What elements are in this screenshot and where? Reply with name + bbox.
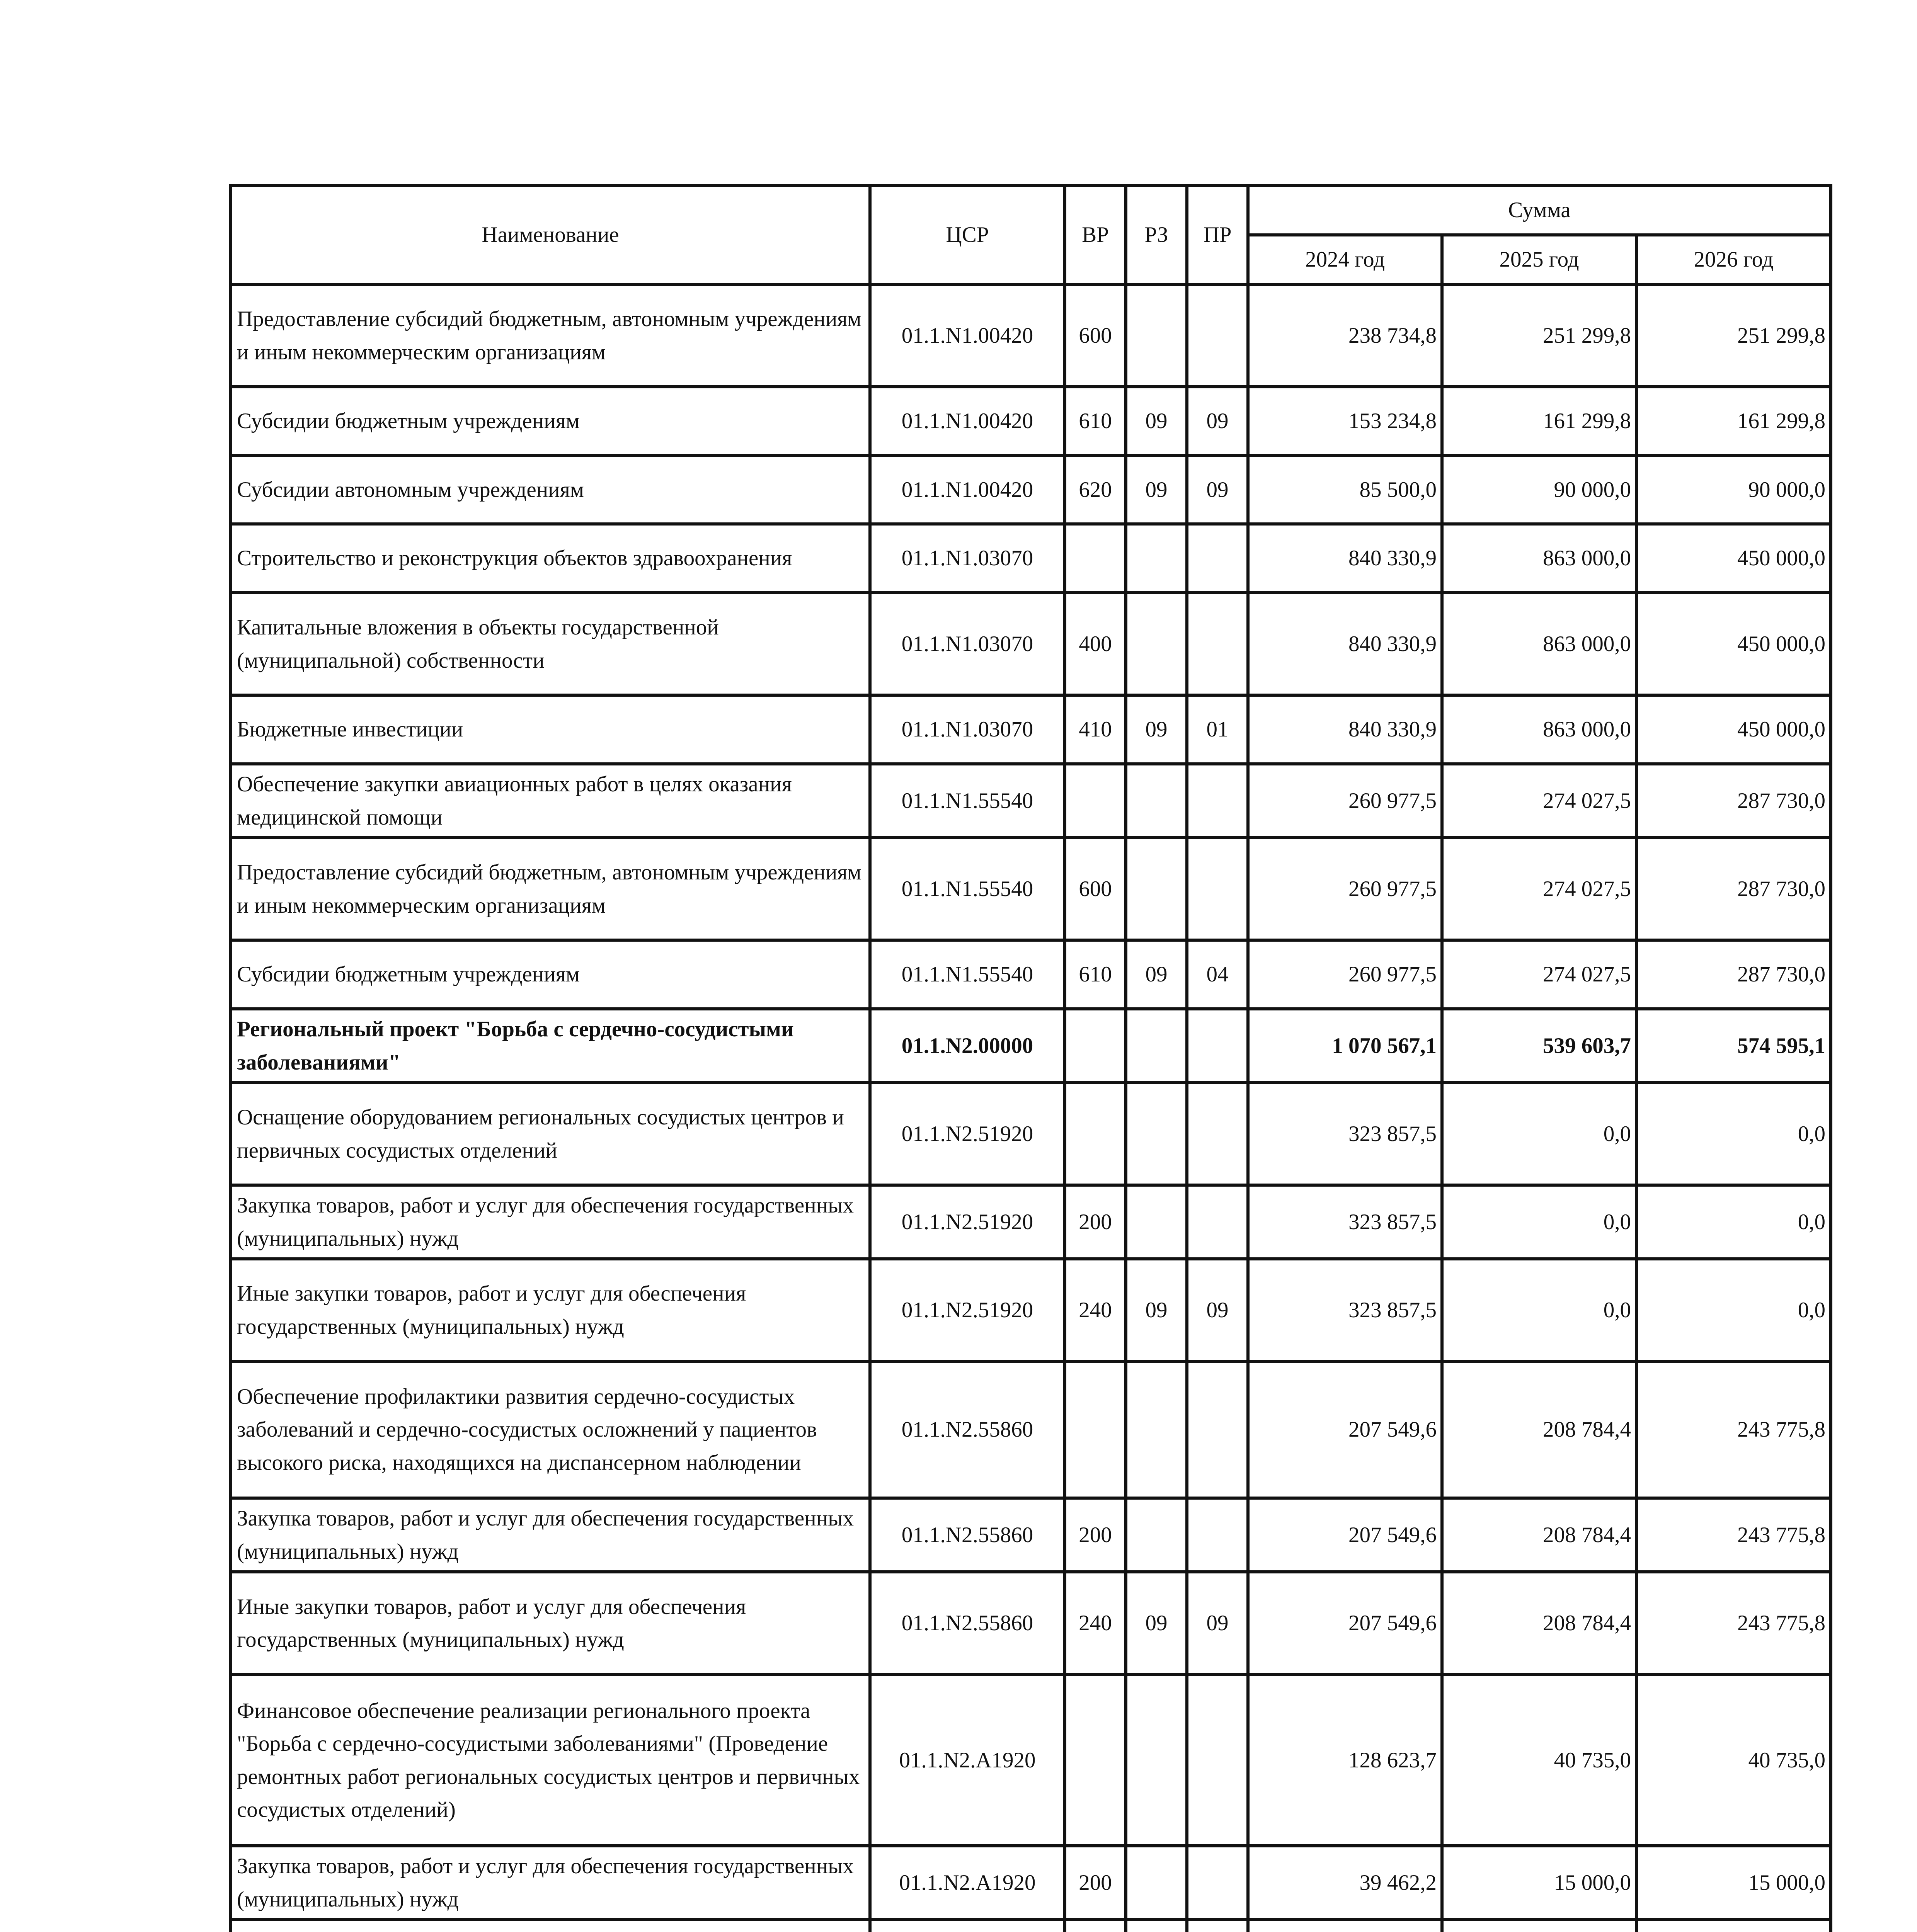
row-amount-2026: 243 775,8 [1636,1572,1831,1675]
row-name: Капитальные вложения в объекты государственной (муниципальной) собственности [231,593,870,695]
row-rz [1126,1185,1187,1259]
row-rz [1126,1846,1187,1920]
row-pr [1187,1009,1248,1083]
row-vr: 610 [1065,387,1126,456]
row-amount-2025: 40 735,0 [1442,1675,1636,1846]
row-name: Субсидии бюджетным учреждениям [231,387,870,456]
row-pr [1187,1675,1248,1846]
row-vr [1065,524,1126,593]
row-amount-2026: 450 000,0 [1636,524,1831,593]
row-csr: 01.1.N1.03070 [870,593,1065,695]
table-row [231,940,1831,1009]
row-amount-2024: 207 549,6 [1248,1572,1442,1675]
header-sum: Сумма [1248,185,1831,235]
row-amount-2026: 0,0 [1636,1185,1831,1259]
row-name: Предоставление субсидий бюджетным, автономным учреждениям и иным некоммерческим организациям [231,284,870,387]
row-csr: 01.1.N2.А1920 [870,1675,1065,1846]
header-year-2025: 2025 год [1442,235,1636,284]
row-amount-2025: 0,0 [1442,1083,1636,1185]
row-amount-2025: 863 000,0 [1442,695,1636,764]
row-amount-2025: 274 027,5 [1442,838,1636,940]
row-pr [1187,764,1248,838]
row-rz [1126,284,1187,387]
row-csr: 01.1.N1.03070 [870,695,1065,764]
row-amount-2026 [1636,1920,1831,1932]
row-vr: 200 [1065,1498,1126,1572]
row-name: Обеспечение профилактики развития сердечно-сосудистых заболеваний и сердечно-сосудистых осложнений у пациентов высокого риска, находящихся на диспансерном наблюдении [231,1361,870,1498]
row-amount-2024: 207 549,6 [1248,1498,1442,1572]
row-rz: 09 [1126,940,1187,1009]
row-pr: 09 [1187,1259,1248,1361]
row-amount-2026: 287 730,0 [1636,838,1831,940]
row-amount-2026: 0,0 [1636,1259,1831,1361]
row-amount-2024 [1248,1920,1442,1932]
row-amount-2024: 840 330,9 [1248,593,1442,695]
row-name: Региональный проект "Борьба с сердечно-сосудистыми заболеваниями" [231,1009,870,1083]
header-rz: РЗ [1126,185,1187,284]
row-amount-2026: 243 775,8 [1636,1498,1831,1572]
row-amount-2024: 153 234,8 [1248,387,1442,456]
table-row [231,1846,1831,1920]
row-amount-2025: 0,0 [1442,1185,1636,1259]
row-vr: 600 [1065,284,1126,387]
row-vr: 620 [1065,456,1126,524]
row-pr: 09 [1187,456,1248,524]
row-amount-2025: 90 000,0 [1442,456,1636,524]
row-pr [1187,1846,1248,1920]
row-amount-2026: 450 000,0 [1636,695,1831,764]
row-rz: 09 [1126,1572,1187,1675]
row-rz [1126,1498,1187,1572]
row-csr: 01.1.N2.55860 [870,1361,1065,1498]
row-rz [1126,764,1187,838]
row-pr [1187,838,1248,940]
row-pr [1187,284,1248,387]
row-csr: 01.1.N2.51920 [870,1185,1065,1259]
row-amount-2025: 208 784,4 [1442,1498,1636,1572]
row-pr [1187,1083,1248,1185]
row-amount-2024: 323 857,5 [1248,1185,1442,1259]
table-row [231,1498,1831,1572]
row-csr: 01.1.N1.00420 [870,456,1065,524]
row-name: Закупка товаров, работ и услуг для обеспечения государственных (муниципальных) нужд [231,1846,870,1920]
row-csr: 01.1.N1.00420 [870,387,1065,456]
row-rz [1126,1009,1187,1083]
row-amount-2026: 40 735,0 [1636,1675,1831,1846]
row-rz: 09 [1126,387,1187,456]
row-amount-2026: 574 595,1 [1636,1009,1831,1083]
row-csr: 01.1.N1.55540 [870,838,1065,940]
header-name: Наименование [231,185,870,284]
row-amount-2025: 539 603,7 [1442,1009,1636,1083]
row-amount-2026: 450 000,0 [1636,593,1831,695]
row-pr [1187,1185,1248,1259]
table-row [231,764,1831,838]
table-row [231,387,1831,456]
row-vr [1065,764,1126,838]
header-row [231,185,1831,235]
row-vr: 200 [1065,1846,1126,1920]
row-name: Строительство и реконструкция объектов здравоохранения [231,524,870,593]
row-rz [1126,1361,1187,1498]
table-row [231,1361,1831,1498]
row-vr: 610 [1065,940,1126,1009]
row-amount-2024: 840 330,9 [1248,524,1442,593]
row-amount-2024: 207 549,6 [1248,1361,1442,1498]
row-pr [1187,593,1248,695]
row-rz [1126,1675,1187,1846]
row-pr: 04 [1187,940,1248,1009]
row-pr [1187,1920,1248,1932]
table-row [231,1009,1831,1083]
header-year-2024: 2024 год [1248,235,1442,284]
row-amount-2026: 251 299,8 [1636,284,1831,387]
row-csr: 01.1.N2.55860 [870,1572,1065,1675]
row-csr: 01.1.N2.00000 [870,1009,1065,1083]
table-row [231,456,1831,524]
row-amount-2025: 274 027,5 [1442,940,1636,1009]
row-amount-2024: 128 623,7 [1248,1675,1442,1846]
row-pr [1187,524,1248,593]
row-amount-2024: 238 734,8 [1248,284,1442,387]
row-name [231,1920,870,1932]
row-amount-2025: 0,0 [1442,1259,1636,1361]
row-amount-2026: 243 775,8 [1636,1361,1831,1498]
table-row [231,284,1831,387]
row-vr [1065,1009,1126,1083]
table-row [231,1675,1831,1846]
row-amount-2025: 161 299,8 [1442,387,1636,456]
table-row [231,593,1831,695]
table-row [231,838,1831,940]
row-amount-2026: 0,0 [1636,1083,1831,1185]
row-vr: 400 [1065,593,1126,695]
row-amount-2026: 161 299,8 [1636,387,1831,456]
table-body [231,284,1831,1932]
header-year-2026: 2026 год [1636,235,1831,284]
row-vr: 200 [1065,1185,1126,1259]
row-name: Обеспечение закупки авиационных работ в целях оказания медицинской помощи [231,764,870,838]
row-name: Оснащение оборудованием региональных сосудистых центров и первичных сосудистых отделений [231,1083,870,1185]
row-amount-2024: 840 330,9 [1248,695,1442,764]
row-rz [1126,1083,1187,1185]
row-csr: 01.1.N2.51920 [870,1083,1065,1185]
row-name: Иные закупки товаров, работ и услуг для обеспечения государственных (муниципальных) нужд [231,1259,870,1361]
row-vr [1065,1920,1126,1932]
row-amount-2025: 208 784,4 [1442,1572,1636,1675]
row-csr [870,1920,1065,1932]
row-amount-2024: 260 977,5 [1248,940,1442,1009]
row-csr: 01.1.N1.55540 [870,764,1065,838]
row-amount-2024: 260 977,5 [1248,838,1442,940]
row-csr: 01.1.N2.51920 [870,1259,1065,1361]
row-name: Закупка товаров, работ и услуг для обеспечения государственных (муниципальных) нужд [231,1498,870,1572]
row-csr: 01.1.N1.55540 [870,940,1065,1009]
table-row [231,1920,1831,1932]
row-rz: 09 [1126,695,1187,764]
row-name: Субсидии бюджетным учреждениям [231,940,870,1009]
row-amount-2026: 287 730,0 [1636,940,1831,1009]
row-amount-2025: 208 784,4 [1442,1361,1636,1498]
row-csr: 01.1.N1.03070 [870,524,1065,593]
row-pr: 09 [1187,1572,1248,1675]
row-amount-2025: 863 000,0 [1442,524,1636,593]
row-csr: 01.1.N1.00420 [870,284,1065,387]
header-pr: ПР [1187,185,1248,284]
row-pr: 01 [1187,695,1248,764]
row-rz [1126,593,1187,695]
row-csr: 01.1.N2.А1920 [870,1846,1065,1920]
table-row [231,1259,1831,1361]
budget-table [229,184,1832,1932]
row-amount-2026: 15 000,0 [1636,1846,1831,1920]
row-vr: 410 [1065,695,1126,764]
row-name: Закупка товаров, работ и услуг для обеспечения государственных (муниципальных) нужд [231,1185,870,1259]
row-name: Субсидии автономным учреждениям [231,456,870,524]
row-vr [1065,1083,1126,1185]
header-vr: ВР [1065,185,1126,284]
row-pr: 09 [1187,387,1248,456]
row-name: Финансовое обеспечение реализации регионального проекта "Борьба с сердечно-сосудистыми заболеваниями" (Проведение ремонтных работ региональных сосудистых центров и первичных сосудистых отделений) [231,1675,870,1846]
table-row [231,1572,1831,1675]
row-amount-2024: 1 070 567,1 [1248,1009,1442,1083]
row-rz: 09 [1126,1259,1187,1361]
row-name: Предоставление субсидий бюджетным, автономным учреждениям и иным некоммерческим организациям [231,838,870,940]
row-vr: 600 [1065,838,1126,940]
row-amount-2025: 15 000,0 [1442,1846,1636,1920]
row-vr [1065,1361,1126,1498]
row-rz [1126,1920,1187,1932]
row-amount-2025: 863 000,0 [1442,593,1636,695]
row-name: Бюджетные инвестиции [231,695,870,764]
row-amount-2024: 323 857,5 [1248,1259,1442,1361]
row-amount-2024: 323 857,5 [1248,1083,1442,1185]
row-amount-2025: 274 027,5 [1442,764,1636,838]
row-pr [1187,1498,1248,1572]
row-amount-2025: 251 299,8 [1442,284,1636,387]
row-amount-2024: 85 500,0 [1248,456,1442,524]
row-amount-2024: 260 977,5 [1248,764,1442,838]
row-name: Иные закупки товаров, работ и услуг для обеспечения государственных (муниципальных) нужд [231,1572,870,1675]
row-vr: 240 [1065,1572,1126,1675]
header-csr: ЦСР [870,185,1065,284]
table-row [231,695,1831,764]
table-row [231,1083,1831,1185]
row-amount-2024: 39 462,2 [1248,1846,1442,1920]
row-amount-2026: 90 000,0 [1636,456,1831,524]
table-row [231,524,1831,593]
row-vr [1065,1675,1126,1846]
row-csr: 01.1.N2.55860 [870,1498,1065,1572]
row-amount-2025 [1442,1920,1636,1932]
row-rz [1126,838,1187,940]
table-row [231,1185,1831,1259]
row-rz [1126,524,1187,593]
row-vr: 240 [1065,1259,1126,1361]
row-pr [1187,1361,1248,1498]
row-amount-2026: 287 730,0 [1636,764,1831,838]
row-rz: 09 [1126,456,1187,524]
